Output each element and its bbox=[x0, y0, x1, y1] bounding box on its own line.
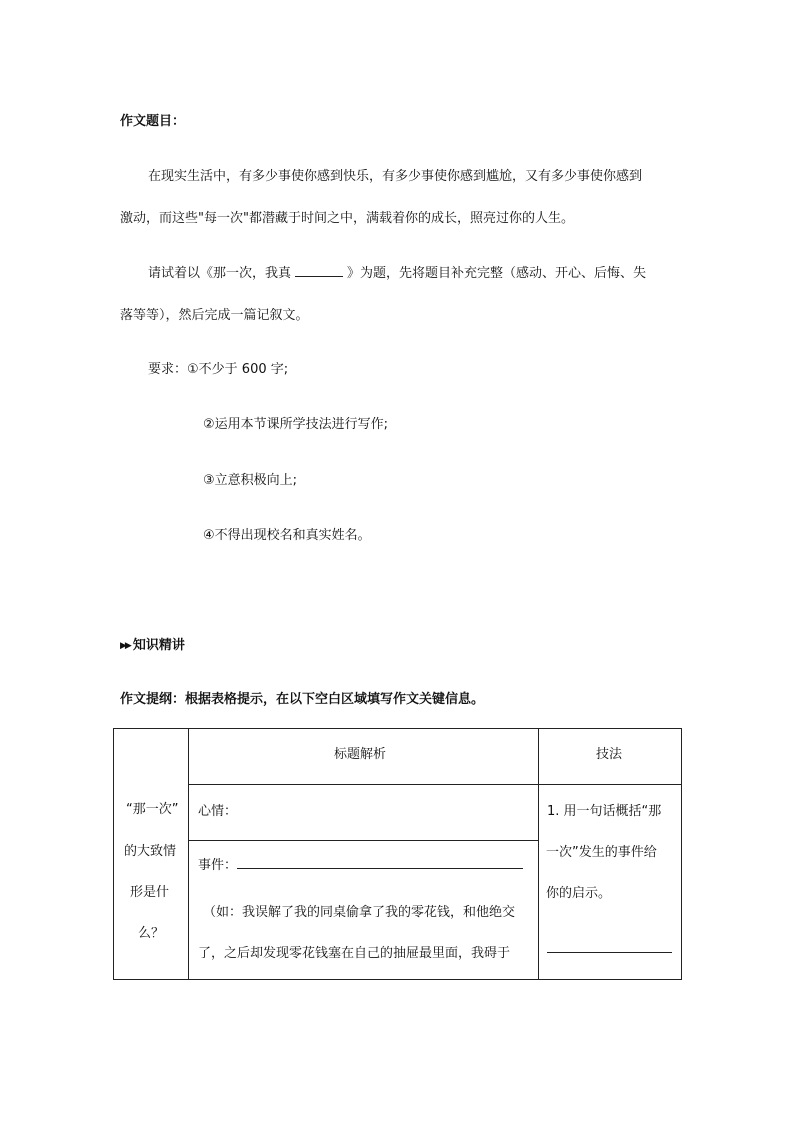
technique-line-2: 一次”发生的事件给 bbox=[546, 845, 657, 860]
mood-label: 心情： bbox=[198, 804, 238, 819]
header-technique bbox=[539, 729, 682, 785]
requirement-item-3: ③立意积极向上; bbox=[203, 473, 298, 488]
technique-line-1: 1. 用一句话概括“那 bbox=[547, 804, 662, 819]
event-answer-line[interactable] bbox=[237, 855, 523, 869]
intro-paragraph-line-1: 在现实生活中，有多少事使你感到快乐，有多少事使你感到尴尬，又有多少事使你感到 bbox=[148, 169, 643, 184]
essay-outline-table bbox=[113, 728, 682, 980]
technique-cell[interactable] bbox=[539, 785, 682, 980]
header-title-analysis-text: 标题解析 bbox=[334, 747, 387, 762]
title-blank bbox=[295, 263, 343, 277]
question-line-2: 的大致情 bbox=[124, 844, 177, 859]
intro-paragraph-line-2: 激动，而这些"每一次"都潜藏于时间之中，满载着你的成长，照亮过你的人生。 bbox=[120, 211, 574, 226]
question-line-3: 形是什 bbox=[130, 885, 170, 900]
outline-instruction: 作文提纲：根据表格提示，在以下空白区域填写作文关键信息。 bbox=[120, 692, 485, 707]
event-row bbox=[198, 854, 523, 873]
requirement-item-4: ④不得出现校名和真实姓名。 bbox=[203, 528, 371, 543]
task-text-before-blank: 请试着以《那一次，我真 bbox=[148, 266, 292, 281]
header-title-analysis bbox=[189, 729, 539, 785]
task-paragraph-line-2: 落等等），然后完成一篇记叙文。 bbox=[120, 308, 309, 323]
task-text-after-blank: 》为题，先将题目补充完整（感动、开心、后悔、失 bbox=[347, 266, 647, 281]
event-label: 事件： bbox=[198, 858, 238, 873]
header-technique-text: 技法 bbox=[596, 747, 623, 762]
section-title: 知识精讲 bbox=[132, 638, 185, 653]
event-cell[interactable] bbox=[189, 841, 539, 883]
double-arrow-icon: ▶▶ bbox=[120, 641, 130, 651]
example-cell bbox=[189, 883, 539, 980]
question-line-4: 么？ bbox=[138, 926, 165, 941]
requirement-item-1: ①不少于 600 字; bbox=[187, 362, 289, 377]
essay-title-heading: 作文题目： bbox=[120, 114, 186, 129]
requirement-item-2: ②运用本节课所学技法进行写作; bbox=[203, 417, 389, 432]
technique-answer-line[interactable] bbox=[547, 940, 672, 953]
question-line-1: “那一次” bbox=[126, 802, 179, 817]
requirements-label: 要求： bbox=[148, 362, 188, 377]
example-line-2: 了，之后却发现零花钱塞在自己的抽屉最里面，我碍于 bbox=[198, 945, 511, 961]
question-cell bbox=[114, 729, 189, 980]
requirements-line-1 bbox=[148, 358, 288, 377]
task-paragraph-line-1 bbox=[148, 262, 646, 281]
example-line-1: （如：我误解了我的同桌偷拿了我的零花钱，和他绝交 bbox=[203, 904, 516, 920]
section-knowledge-heading bbox=[120, 634, 185, 653]
technique-line-3: 你的启示。 bbox=[546, 886, 612, 901]
mood-cell[interactable] bbox=[189, 785, 539, 841]
